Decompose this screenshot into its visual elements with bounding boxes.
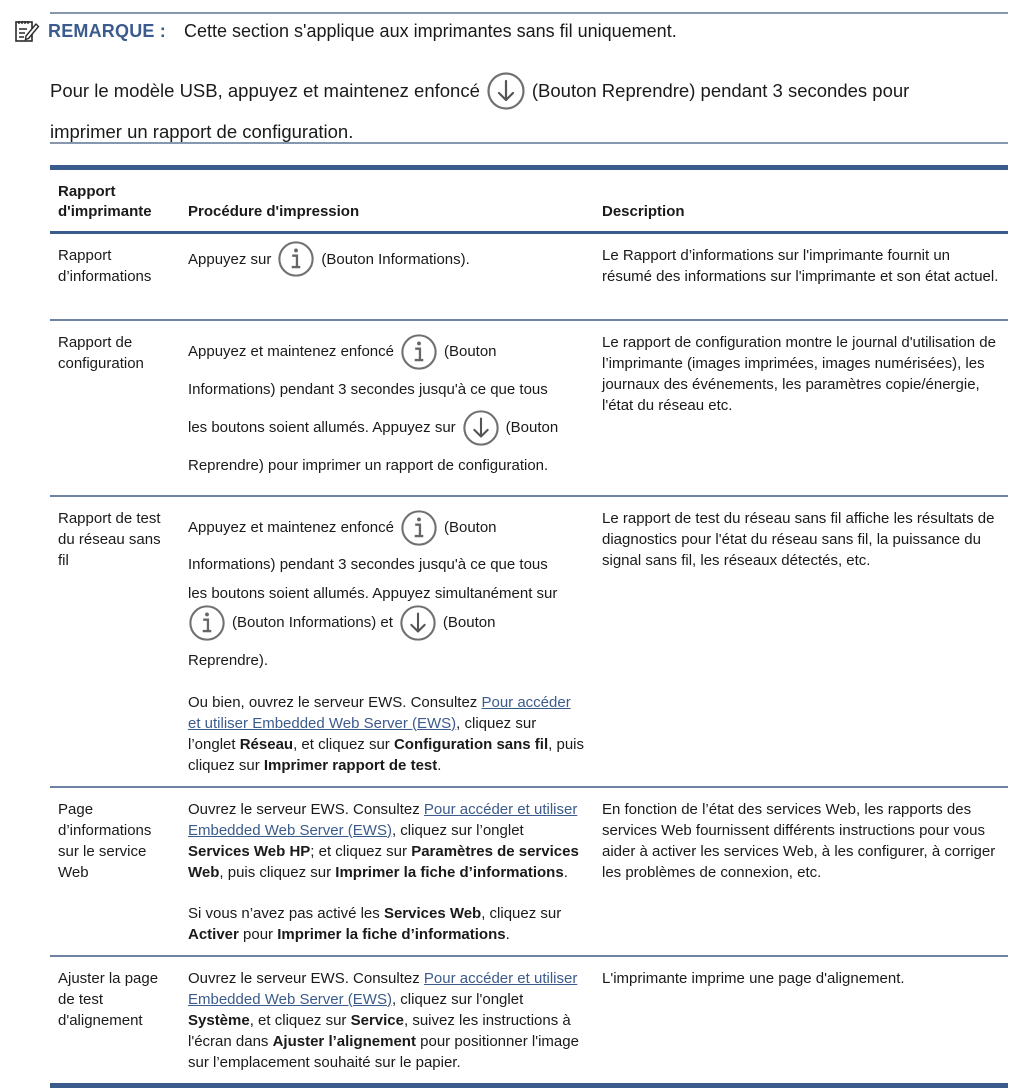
note-pencil-icon [14, 18, 40, 44]
note-banner [14, 17, 677, 45]
ews-link[interactable]: Pour accéder et utiliser Embedded Web Server (EWS) [188, 969, 578, 1008]
report-procedure: Appuyez sur (Bouton Informations). [180, 233, 594, 320]
info-button-icon [277, 240, 315, 278]
report-procedure: Appuyez et maintenez enfoncé (Bouton Informations) pendant 3 secondes jusqu'à ce que tous les boutons soient allumés. Appuyez sur (Bouton Reprendre) pour imprimer un rapport de configuration. [180, 320, 594, 496]
table-row [50, 787, 1008, 956]
resume-button-icon [399, 604, 437, 642]
report-description: Le rapport de configuration montre le journal d'utilisation de l’imprimante (images imprimées, images numérisées), les journaux des événements, les paramètres copie/énergie, l'état du réseau etc. [602, 333, 996, 414]
intro-text-part1: Pour le modèle USB, appuyez et maintenez enfoncé [50, 80, 480, 101]
header-printer-report: Rapport d'imprimante [58, 183, 152, 220]
report-name: Page d’informations sur le service Web [58, 800, 152, 881]
header-print-procedure: Procédure d'impression [188, 203, 360, 220]
report-procedure: Appuyez et maintenez enfoncé (Bouton Informations) pendant 3 secondes jusqu'à ce que tous les boutons soient allumés. Appuyez simultanément sur (Bouton Informations) et (Bouton Reprendre). Ou bien, ouvrez le serveur EWS. Consultez Pour accéder et utiliser Embedded Web Server (EWS), cliquez sur l’onglet Réseau, et cliquez sur Configuration sans fil, puis cliquez sur Imprimer rapport de test. [180, 496, 594, 787]
report-procedure: Ouvrez le serveur EWS. Consultez Pour accéder et utiliser Embedded Web Server (EWS), cliquez sur l'onglet Système, et cliquez sur Service, suivez les instructions à l'écran dans Ajuster l’alignement pour positionner l'image sur l’emplacement souhaité sur le papier. [188, 969, 579, 1071]
section-divider [50, 142, 1008, 144]
intro-text-line2: imprimer un rapport de configuration. [50, 121, 354, 142]
header-description: Description [602, 203, 685, 220]
intro-paragraph [50, 70, 1010, 152]
ews-link[interactable]: Pour accéder et utiliser Embedded Web Server (EWS) [188, 693, 571, 732]
report-description: Le Rapport d’informations sur l'imprimante fournit un résumé des informations sur l'imprimante et son état actuel. [602, 247, 999, 285]
table-header-row [50, 168, 1008, 233]
resume-button-icon [462, 409, 500, 447]
note-label: REMARQUE : [48, 20, 166, 41]
table-row [50, 320, 1008, 496]
report-description: En fonction de l’état des services Web, les rapports des services Web fournissent différents instructions pour vous aider à activer les services Web, à les configurer, à corriger les problèmes de connexion, etc. [602, 800, 996, 881]
info-button-icon [400, 509, 438, 547]
report-name: Ajuster la page de test d'alignement [58, 969, 159, 1029]
ews-link[interactable]: Pour accéder et utiliser Embedded Web Server (EWS) [188, 800, 578, 839]
printer-reports-table [50, 165, 1008, 1088]
report-description: Le rapport de test du réseau sans fil affiche les résultats de diagnostics pour l'état du réseau sans fil, la puissance du signal sans fil, les réseaux détectés, etc. [602, 509, 995, 569]
report-name: Rapport de configuration [58, 333, 144, 372]
resume-button-icon [486, 71, 526, 111]
report-name: Rapport d’informations [58, 247, 152, 285]
report-procedure: Ouvrez le serveur EWS. Consultez Pour accéder et utiliser Embedded Web Server (EWS), cliquez sur l’onglet Services Web HP; et cliquez sur Paramètres de services Web, puis cliquez sur Imprimer la fiche d’informations. Si vous n’avez pas activé les Services Web, cliquez sur Activer pour Imprimer la fiche d’informations. [188, 800, 579, 943]
table-row [50, 496, 1008, 787]
note-text: Cette section s'applique aux imprimantes sans fil uniquement. [184, 20, 677, 41]
info-button-icon [188, 604, 226, 642]
intro-text-part2: (Bouton Reprendre) pendant 3 secondes pour [531, 80, 910, 101]
table-row [50, 233, 1008, 320]
table-row [50, 956, 1008, 1086]
top-divider [50, 12, 1008, 14]
report-description: L'imprimante imprime une page d'alignement. [602, 969, 905, 987]
report-name: Rapport de test du réseau sans fil [58, 509, 161, 569]
info-button-icon [400, 333, 438, 371]
